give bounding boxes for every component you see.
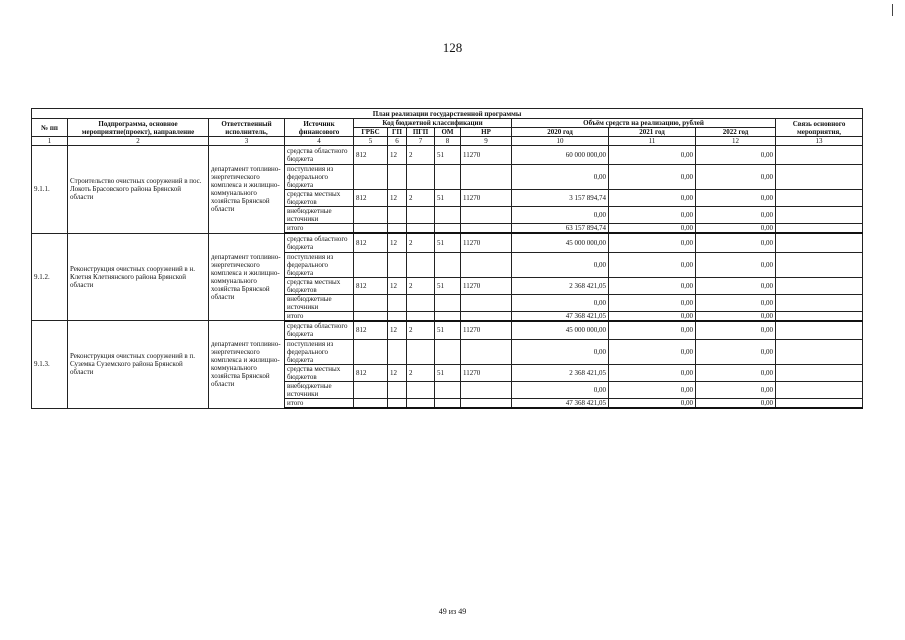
table-row — [32, 233, 863, 252]
code-np — [461, 340, 512, 365]
column-number: 3 — [209, 137, 285, 146]
page-footer: 49 из 49 — [438, 607, 467, 616]
total-y2021: 0,00 — [609, 399, 696, 409]
code-np — [461, 165, 512, 190]
column-number: 12 — [696, 137, 776, 146]
amount-y2021: 0,00 — [609, 165, 696, 190]
code-np — [461, 252, 512, 277]
scan-edge-mark — [892, 4, 893, 16]
amount-y2021: 0,00 — [609, 340, 696, 365]
code-pgp — [407, 252, 435, 277]
column-number: 7 — [407, 137, 435, 146]
total-y2022: 0,00 — [696, 224, 776, 234]
code-om — [435, 252, 461, 277]
header-pgp: ПГП — [407, 128, 435, 137]
amount-y2020: 3 157 894,74 — [512, 190, 609, 207]
page-number: 128 — [442, 40, 463, 55]
project-name: Реконструкция очистных сооружений в п. Суземка Суземского района Брянской области — [68, 321, 209, 409]
column-number: 11 — [609, 137, 696, 146]
code-gp — [388, 165, 407, 190]
code-pgp — [407, 382, 435, 399]
total-empty-cell — [435, 311, 461, 321]
row-number: 9.1.1. — [32, 146, 68, 234]
code-pgp — [407, 207, 435, 224]
total-empty-cell — [388, 399, 407, 409]
code-om: 51 — [435, 146, 461, 165]
column-number: 1 — [32, 137, 68, 146]
amount-y2022: 0,00 — [696, 382, 776, 399]
code-om: 51 — [435, 233, 461, 252]
funding-source: средства местных бюджетов — [285, 190, 354, 207]
amount-y2020: 0,00 — [512, 252, 609, 277]
funding-source: средства местных бюджетов — [285, 365, 354, 382]
link-cell — [776, 365, 863, 382]
code-om — [435, 340, 461, 365]
header-executor: Ответственный исполнитель, — [209, 119, 285, 137]
code-np: 11270 — [461, 233, 512, 252]
header-budget-code: Код бюджетной классификации — [354, 119, 512, 128]
amount-y2021: 0,00 — [609, 146, 696, 165]
header-grbs: ГРБС — [354, 128, 388, 137]
total-empty-cell — [461, 399, 512, 409]
code-pgp: 2 — [407, 321, 435, 340]
code-gp: 12 — [388, 146, 407, 165]
amount-y2022: 0,00 — [696, 233, 776, 252]
code-pgp: 2 — [407, 233, 435, 252]
link-cell — [776, 233, 863, 252]
header-subprogram: Подпрограмма, основное мероприятие(проект), направление — [68, 119, 209, 137]
link-cell — [776, 190, 863, 207]
header-gp: ГП — [388, 128, 407, 137]
header-2020: 2020 год — [512, 128, 609, 137]
funding-source: средства местных бюджетов — [285, 277, 354, 294]
amount-y2022: 0,00 — [696, 146, 776, 165]
funding-source: внебюджетные источники — [285, 294, 354, 311]
amount-y2022: 0,00 — [696, 252, 776, 277]
amount-y2020: 0,00 — [512, 340, 609, 365]
code-grbs — [354, 207, 388, 224]
total-empty-cell — [388, 311, 407, 321]
total-y2020: 63 157 894,74 — [512, 224, 609, 234]
row-number: 9.1.3. — [32, 321, 68, 409]
total-empty-cell — [407, 224, 435, 234]
table-row — [32, 146, 863, 165]
responsible-executor: департамент топливно-энергетического комплекса и жилищно-коммунального хозяйства Брянской области — [209, 233, 285, 321]
total-empty-cell — [388, 224, 407, 234]
code-gp — [388, 294, 407, 311]
code-np: 11270 — [461, 365, 512, 382]
code-np: 11270 — [461, 146, 512, 165]
total-label: итого — [285, 311, 354, 321]
total-y2020: 47 368 421,05 — [512, 311, 609, 321]
total-label: итого — [285, 399, 354, 409]
code-pgp — [407, 294, 435, 311]
code-om — [435, 382, 461, 399]
total-y2022: 0,00 — [696, 399, 776, 409]
amount-y2020: 0,00 — [512, 207, 609, 224]
code-np — [461, 207, 512, 224]
code-grbs — [354, 294, 388, 311]
amount-y2020: 2 368 421,05 — [512, 365, 609, 382]
program-plan-table — [31, 108, 863, 409]
code-gp — [388, 340, 407, 365]
amount-y2020: 45 000 000,00 — [512, 233, 609, 252]
table-row — [32, 321, 863, 340]
code-grbs: 812 — [354, 190, 388, 207]
total-link-cell — [776, 224, 863, 234]
link-cell — [776, 321, 863, 340]
code-np — [461, 294, 512, 311]
column-number: 8 — [435, 137, 461, 146]
link-cell — [776, 340, 863, 365]
header-link: Связь основного мероприятия, — [776, 119, 863, 137]
code-grbs: 812 — [354, 321, 388, 340]
amount-y2020: 45 000 000,00 — [512, 321, 609, 340]
total-empty-cell — [354, 224, 388, 234]
amount-y2022: 0,00 — [696, 365, 776, 382]
code-om — [435, 207, 461, 224]
code-pgp: 2 — [407, 365, 435, 382]
project-name: Строительство очистных сооружений в пос. Локоть Брасовского района Брянской области — [68, 146, 209, 234]
header-source: Источник финансового — [285, 119, 354, 137]
total-link-cell — [776, 311, 863, 321]
total-empty-cell — [407, 399, 435, 409]
code-gp: 12 — [388, 365, 407, 382]
total-empty-cell — [407, 311, 435, 321]
link-cell — [776, 146, 863, 165]
link-cell — [776, 277, 863, 294]
funding-source: поступления из федерального бюджета — [285, 340, 354, 365]
responsible-executor: департамент топливно-энергетического комплекса и жилищно-коммунального хозяйства Брянской области — [209, 146, 285, 234]
code-om: 51 — [435, 190, 461, 207]
total-empty-cell — [435, 399, 461, 409]
code-grbs — [354, 165, 388, 190]
link-cell — [776, 207, 863, 224]
total-y2020: 47 368 421,05 — [512, 399, 609, 409]
link-cell — [776, 165, 863, 190]
code-gp: 12 — [388, 277, 407, 294]
amount-y2021: 0,00 — [609, 252, 696, 277]
code-gp — [388, 252, 407, 277]
amount-y2022: 0,00 — [696, 165, 776, 190]
project-name: Реконструкция очистных сооружений в н. Клетня Клетнянского района Брянской области — [68, 233, 209, 321]
amount-y2022: 0,00 — [696, 321, 776, 340]
amount-y2022: 0,00 — [696, 190, 776, 207]
code-gp — [388, 382, 407, 399]
amount-y2020: 2 368 421,05 — [512, 277, 609, 294]
amount-y2021: 0,00 — [609, 294, 696, 311]
row-number: 9.1.2. — [32, 233, 68, 321]
table-caption: План реализации государственной программы — [32, 109, 863, 119]
total-y2021: 0,00 — [609, 224, 696, 234]
code-grbs — [354, 252, 388, 277]
header-volume: Объём средств на реализацию, рублей — [512, 119, 776, 128]
amount-y2021: 0,00 — [609, 233, 696, 252]
column-number: 5 — [354, 137, 388, 146]
code-gp — [388, 207, 407, 224]
code-np: 11270 — [461, 277, 512, 294]
code-np — [461, 382, 512, 399]
amount-y2021: 0,00 — [609, 277, 696, 294]
code-pgp — [407, 340, 435, 365]
header-2021: 2021 год — [609, 128, 696, 137]
amount-y2021: 0,00 — [609, 382, 696, 399]
header-np: НР — [461, 128, 512, 137]
funding-source: поступления из федерального бюджета — [285, 165, 354, 190]
code-pgp: 2 — [407, 190, 435, 207]
link-cell — [776, 382, 863, 399]
amount-y2020: 0,00 — [512, 382, 609, 399]
code-grbs: 812 — [354, 146, 388, 165]
column-number: 13 — [776, 137, 863, 146]
total-empty-cell — [461, 224, 512, 234]
header-2022: 2022 год — [696, 128, 776, 137]
funding-source: внебюджетные источники — [285, 207, 354, 224]
column-number: 6 — [388, 137, 407, 146]
link-cell — [776, 252, 863, 277]
column-number: 9 — [461, 137, 512, 146]
code-pgp: 2 — [407, 146, 435, 165]
code-om: 51 — [435, 277, 461, 294]
column-number: 2 — [68, 137, 209, 146]
total-empty-cell — [435, 224, 461, 234]
link-cell — [776, 294, 863, 311]
funding-source: средства областного бюджета — [285, 146, 354, 165]
amount-y2022: 0,00 — [696, 340, 776, 365]
code-grbs: 812 — [354, 233, 388, 252]
total-empty-cell — [354, 399, 388, 409]
code-om: 51 — [435, 365, 461, 382]
code-gp: 12 — [388, 321, 407, 340]
code-np: 11270 — [461, 321, 512, 340]
amount-y2021: 0,00 — [609, 321, 696, 340]
code-om: 51 — [435, 321, 461, 340]
amount-y2021: 0,00 — [609, 190, 696, 207]
code-grbs — [354, 382, 388, 399]
total-y2021: 0,00 — [609, 311, 696, 321]
code-om — [435, 165, 461, 190]
funding-source: внебюджетные источники — [285, 382, 354, 399]
total-empty-cell — [461, 311, 512, 321]
code-gp: 12 — [388, 233, 407, 252]
amount-y2022: 0,00 — [696, 294, 776, 311]
amount-y2020: 0,00 — [512, 294, 609, 311]
amount-y2020: 0,00 — [512, 165, 609, 190]
responsible-executor: департамент топливно-энергетического комплекса и жилищно-коммунального хозяйства Брянской области — [209, 321, 285, 409]
code-grbs: 812 — [354, 277, 388, 294]
code-om — [435, 294, 461, 311]
funding-source: поступления из федерального бюджета — [285, 252, 354, 277]
amount-y2021: 0,00 — [609, 207, 696, 224]
header-om: ОМ — [435, 128, 461, 137]
code-grbs: 812 — [354, 365, 388, 382]
column-number: 4 — [285, 137, 354, 146]
code-gp: 12 — [388, 190, 407, 207]
amount-y2020: 60 000 000,00 — [512, 146, 609, 165]
total-empty-cell — [354, 311, 388, 321]
funding-source: средства областного бюджета — [285, 233, 354, 252]
total-link-cell — [776, 399, 863, 409]
code-pgp: 2 — [407, 277, 435, 294]
funding-source: средства областного бюджета — [285, 321, 354, 340]
amount-y2021: 0,00 — [609, 365, 696, 382]
amount-y2022: 0,00 — [696, 277, 776, 294]
code-pgp — [407, 165, 435, 190]
code-np: 11270 — [461, 190, 512, 207]
total-label: итого — [285, 224, 354, 234]
column-number: 10 — [512, 137, 609, 146]
amount-y2022: 0,00 — [696, 207, 776, 224]
header-no: № пп — [32, 119, 68, 137]
code-grbs — [354, 340, 388, 365]
total-y2022: 0,00 — [696, 311, 776, 321]
